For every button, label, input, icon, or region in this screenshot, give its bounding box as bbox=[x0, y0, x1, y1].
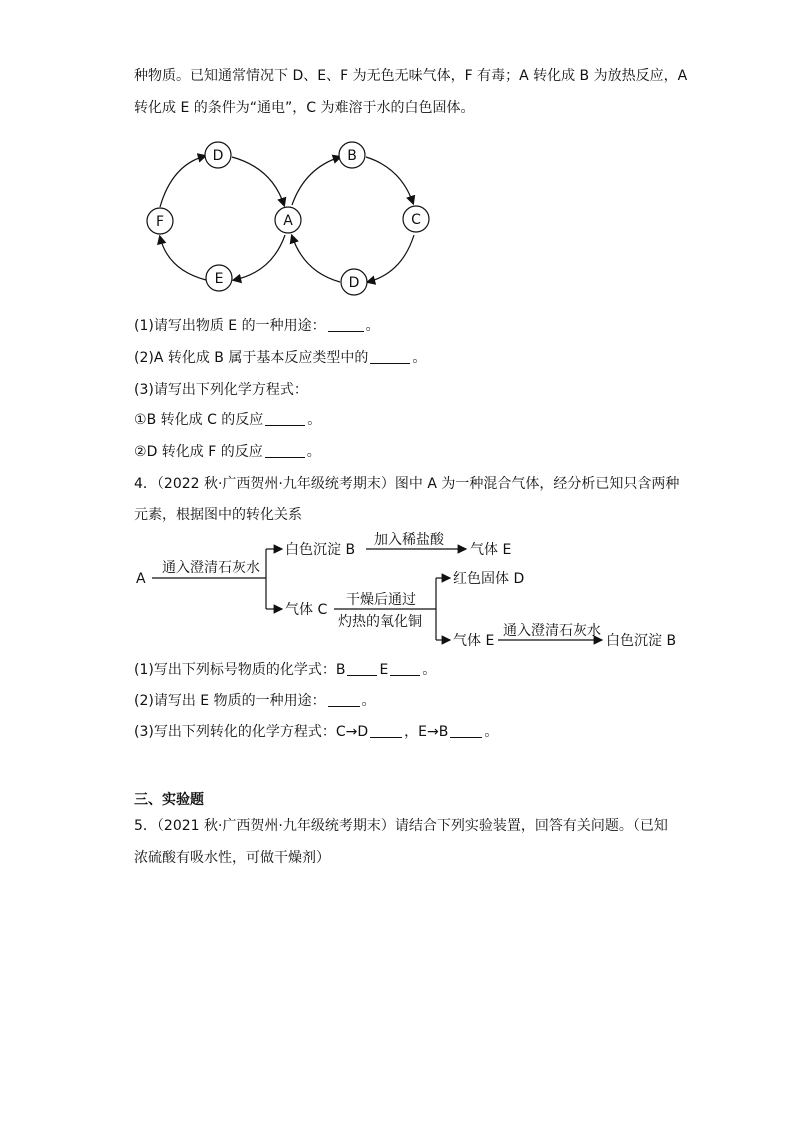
svg-text:D: D bbox=[212, 148, 224, 164]
arc-d-to-a bbox=[232, 157, 284, 205]
answer-blank[interactable] bbox=[390, 661, 420, 676]
svg-text:A: A bbox=[283, 213, 293, 229]
q3-sub2: (2)A 转化成 B 属于基本反应类型中的 。 bbox=[134, 350, 427, 366]
q4-sub3: (3)写出下列转化的化学方程式：C→D ，E→B 。 bbox=[134, 724, 499, 740]
intro-line-1: 种物质。已知通常情况下 D、E、F 为无色无味气体，F 有毒；A 转化成 B 为放热反应，A bbox=[134, 68, 688, 84]
svg-text:D: D bbox=[348, 275, 360, 291]
cycle-diagram bbox=[0, 0, 794, 320]
q4-sub2: (2)请写出 E 物质的一种用途： 。 bbox=[134, 693, 376, 709]
q4-sub1: (1)写出下列标号物质的化学式：B E 。 bbox=[134, 662, 437, 678]
flow-white-ppt-b2: 白色沉淀 B bbox=[606, 633, 677, 649]
arc-a-to-b bbox=[292, 157, 340, 205]
flow-red-solid-d: 红色固体 D bbox=[453, 571, 525, 587]
flow-gas-e-top: 气体 E bbox=[470, 542, 512, 558]
intro-line-2: 转化成 E 的条件为“通电”，C 为难溶于水的白色固体。 bbox=[134, 100, 475, 116]
answer-blank[interactable] bbox=[265, 443, 305, 458]
arc-f-to-d bbox=[160, 156, 205, 207]
answer-blank[interactable] bbox=[328, 692, 360, 707]
svg-text:F: F bbox=[155, 214, 165, 230]
flow-diagram bbox=[0, 525, 794, 655]
arc-e-to-f bbox=[160, 237, 206, 280]
answer-blank[interactable] bbox=[370, 723, 402, 738]
answer-blank[interactable] bbox=[265, 411, 305, 426]
flow-gas-c: 气体 C bbox=[285, 602, 328, 618]
q5-line-1: 5．（2021 秋·广西贺州·九年级统考期末）请结合下列实验装置，回答有关问题。（已知 bbox=[134, 818, 668, 834]
node-f bbox=[147, 208, 173, 234]
svg-text:B: B bbox=[347, 148, 357, 164]
arc-b-to-c bbox=[366, 157, 413, 203]
flow-white-ppt-b: 白色沉淀 B bbox=[285, 542, 356, 558]
flow-step2-label: 通入澄清石灰水 bbox=[503, 623, 601, 639]
svg-text:C: C bbox=[411, 212, 421, 228]
arc-c-to-d bbox=[368, 235, 414, 282]
q4-stem-line-1: 4．（2022 秋·广西贺州·九年级统考期末）图中 A 为一种混合气体，经分析已知只含两种 bbox=[134, 476, 680, 492]
node-d-top bbox=[205, 142, 231, 168]
flow-step1-label: 通入澄清石灰水 bbox=[162, 560, 260, 576]
answer-blank[interactable] bbox=[347, 661, 377, 676]
node-b bbox=[339, 142, 365, 168]
answer-blank[interactable] bbox=[450, 723, 482, 738]
section-title: 三、实验题 bbox=[134, 792, 204, 808]
flow-dry-pass-1: 干燥后通过 bbox=[346, 592, 416, 608]
node-d-bottom bbox=[341, 269, 367, 295]
q3-sub3a: ①B 转化成 C 的反应 。 bbox=[134, 412, 322, 428]
flow-gas-e: 气体 E bbox=[453, 633, 495, 649]
flow-a: A bbox=[136, 571, 146, 587]
svg-text:E: E bbox=[214, 271, 224, 287]
arc-d-to-a-right bbox=[292, 236, 340, 282]
q3-sub1: (1)请写出物质 E 的一种用途： 。 bbox=[134, 318, 380, 334]
flow-dry-pass-2: 灼热的氧化铜 bbox=[338, 614, 422, 630]
flow-add-hcl-label: 加入稀盐酸 bbox=[374, 532, 444, 548]
node-c bbox=[403, 206, 429, 232]
q3-sub3b: ②D 转化成 F 的反应 。 bbox=[134, 444, 321, 460]
q5-line-2: 浓硫酸有吸水性，可做干燥剂） bbox=[134, 850, 330, 866]
arc-a-to-e bbox=[234, 235, 285, 280]
answer-blank[interactable] bbox=[328, 317, 364, 332]
q3-sub3: (3)请写出下列化学方程式： bbox=[134, 382, 308, 398]
node-a bbox=[275, 207, 301, 233]
node-e bbox=[206, 265, 232, 291]
q4-stem-line-2: 元素，根据图中的转化关系 bbox=[134, 507, 302, 523]
answer-blank[interactable] bbox=[370, 349, 410, 364]
